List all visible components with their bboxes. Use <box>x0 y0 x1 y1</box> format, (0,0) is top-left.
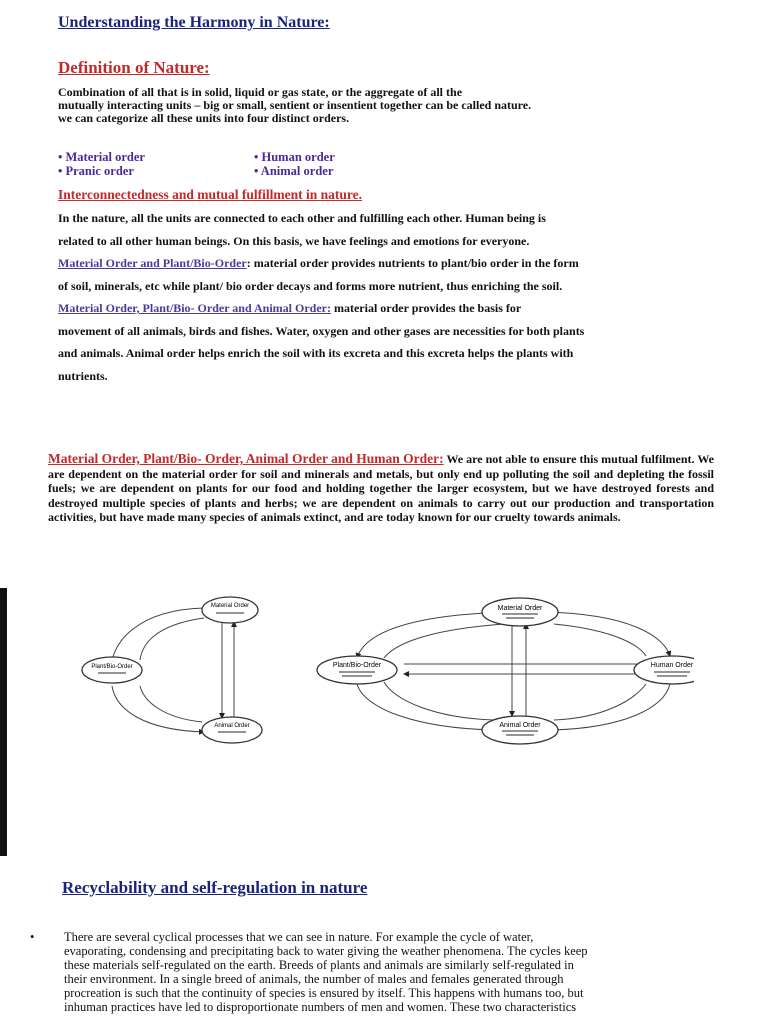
recyclability-text <box>64 930 720 1014</box>
human-order-paragraph <box>48 452 714 525</box>
orders-list <box>58 150 478 178</box>
definition-heading: Definition of Nature: <box>58 58 210 77</box>
node-label: Material Order <box>210 603 250 609</box>
orders-column-1 <box>58 150 254 178</box>
recyclability-heading: Recyclability and self-regulation in nature <box>62 878 368 897</box>
recyclability-line: procreation is such that the continuity of species is ensured by itself. This happens with humans too, but <box>64 986 584 1000</box>
interconnect-line: In the nature, all the units are connected to each other and fulfilling each other. Human being is <box>58 211 546 225</box>
interconnect-paragraph <box>58 207 698 387</box>
node-label: Plant/Bio-Order <box>91 664 133 670</box>
orders-column-2 <box>254 150 450 178</box>
interconnect-line: of soil, minerals, etc while plant/ bio order decays and forms more nutrient, thus enriching the soil. <box>58 278 563 293</box>
orders-diagram <box>74 590 694 750</box>
recyclability-paragraph <box>30 930 720 1014</box>
left-node-plant <box>82 657 142 683</box>
interconnect-line: nutrients. <box>58 368 108 383</box>
interconnect-heading: Interconnectedness and mutual fulfillment in nature. <box>58 187 363 202</box>
recyclability-line: inhuman practices have led to disproportionate numbers of men and women. These two characteristics <box>64 1000 577 1014</box>
node-label: Human Order <box>650 662 694 669</box>
node-label: Plant/Bio-Order <box>332 662 382 669</box>
node-label: Animal Order <box>214 723 250 729</box>
order-item: • Human order <box>254 150 335 164</box>
recyclability-line: There are several cyclical processes that we can see in nature. For example the cycle of water, <box>64 930 534 944</box>
right-node-material <box>482 598 558 626</box>
interconnect-line: related to all other human beings. On this basis, we have feelings and emotions for everyone. <box>58 233 530 248</box>
plant-order-text: : material order provides nutrients to plant/bio order in the form <box>246 256 579 270</box>
definition-line: mutually interacting units – big or small, sentient or insentient together can be called nature. <box>58 98 532 112</box>
definition-line: we can categorize all these units into four distinct orders. <box>58 111 350 125</box>
interconnect-line: and animals. Animal order helps enrich the soil with its excreta and this excreta helps the plants with <box>58 346 574 360</box>
left-node-animal <box>202 717 262 743</box>
human-order-text: We are not able to ensure this mutual fulfilment. We are dependent on the material order for soil and minerals and metals, but only end up polluting the soil and depleting the fossil fuels; we are dependent on plants for our food and holding together the larger ecosystem, but we have destroyed forests and destroyed multiple species of plants and herbs; we are dependent on animals to carry out our production and transportation activities, but have made many species of animals extinct, and are today known for our cruelty towards animals. <box>48 452 714 524</box>
node-label: Animal Order <box>499 722 541 729</box>
human-order-heading: Material Order, Plant/Bio- Order, Animal Order and Human Order: <box>48 451 444 466</box>
order-item: • Material order <box>58 150 145 164</box>
right-node-human <box>634 656 694 684</box>
definition-paragraph <box>58 86 698 125</box>
page-edge-bar <box>0 588 7 856</box>
recyclability-line: their environment. In a single breed of animals, the number of males and females generated through <box>64 972 564 986</box>
right-node-plant <box>317 656 397 684</box>
definition-line: Combination of all that is in solid, liquid or gas state, or the aggregate of all the <box>58 85 463 99</box>
left-node-material <box>202 597 258 623</box>
node-label: Material Order <box>497 605 543 612</box>
animal-order-heading: Material Order, Plant/Bio- Order and Animal Order: <box>58 301 331 315</box>
order-item: • Animal order <box>254 164 334 178</box>
animal-order-line <box>58 297 698 320</box>
plant-order-line <box>58 252 698 275</box>
interconnect-line: movement of all animals, birds and fishes. Water, oxygen and other gases are necessities for both plants <box>58 323 585 338</box>
page-title: Understanding the Harmony in Nature: <box>58 14 330 31</box>
right-cycle-diagram <box>357 612 670 730</box>
recyclability-line: evaporating, condensing and precipitating back to water giving the weather phenomena. The cycles keep <box>64 944 588 958</box>
plant-order-heading: Material Order and Plant/Bio-Order <box>58 256 247 270</box>
bullet-icon: • <box>30 930 35 944</box>
order-item: • Pranic order <box>58 164 134 178</box>
animal-order-text: material order provides the basis for <box>330 301 522 315</box>
right-node-animal <box>482 716 558 744</box>
recyclability-line: these materials self-regulated on the earth. Breeds of plants and animals are similarly self-regulated in <box>64 958 574 972</box>
